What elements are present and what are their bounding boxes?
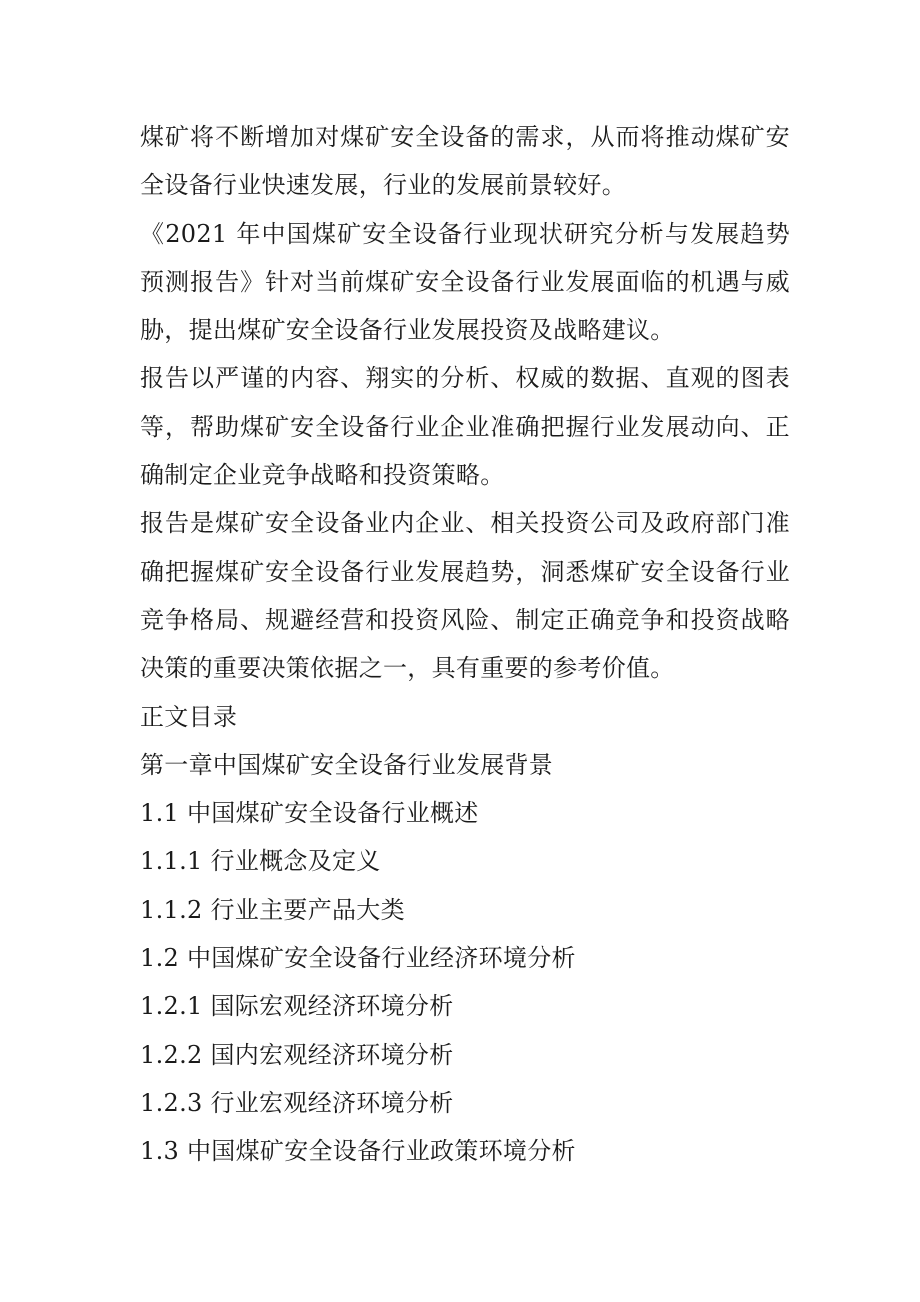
table-of-contents xyxy=(140,693,790,1176)
paragraph-report-value: 报告是煤矿安全设备业内企业、相关投资公司及政府部门准确把握煤矿安全设备行业发展趋势，洞悉煤矿安全设备行业竞争格局、规避经营和投资风险、制定正确竞争和投资战略决策的重要决策依据之一，具有重要的参考价值。 xyxy=(140,509,790,683)
toc-item-1-2-2: 1.2.2 国内宏观经济环境分析 xyxy=(140,1040,454,1069)
toc-item-1-3: 1.3 中国煤矿安全设备行业政策环境分析 xyxy=(140,1137,576,1166)
toc-item-1-1-2: 1.1.2 行业主要产品大类 xyxy=(140,895,405,924)
toc-item-1-2: 1.2 中国煤矿安全设备行业经济环境分析 xyxy=(140,944,576,973)
paragraph-demand: 煤矿将不断增加对煤矿安全设备的需求，从而将推动煤矿安全设备行业快速发展，行业的发展前景较好。 xyxy=(140,123,790,200)
toc-item-1-1: 1.1 中国煤矿安全设备行业概述 xyxy=(140,799,479,828)
paragraph-report-intro: 《2021 年中国煤矿安全设备行业现状研究分析与发展趋势预测报告》针对当前煤矿安全设备行业发展面临的机遇与威胁，提出煤矿安全设备行业发展投资及战略建议。 xyxy=(140,219,790,345)
toc-item-1-1-1: 1.1.1 行业概念及定义 xyxy=(140,847,381,876)
toc-item-chapter-1: 第一章中国煤矿安全设备行业发展背景 xyxy=(140,750,554,779)
toc-list xyxy=(140,741,790,1176)
toc-item-1-2-3: 1.2.3 行业宏观经济环境分析 xyxy=(140,1088,454,1117)
paragraph-report-method: 报告以严谨的内容、翔实的分析、权威的数据、直观的图表等，帮助煤矿安全设备行业企业准确把握行业发展动向、正确制定企业竞争战略和投资策略。 xyxy=(140,364,790,490)
toc-item-1-2-1: 1.2.1 国际宏观经济环境分析 xyxy=(140,992,454,1021)
document-body xyxy=(140,113,790,1176)
toc-heading: 正文目录 xyxy=(140,702,238,731)
